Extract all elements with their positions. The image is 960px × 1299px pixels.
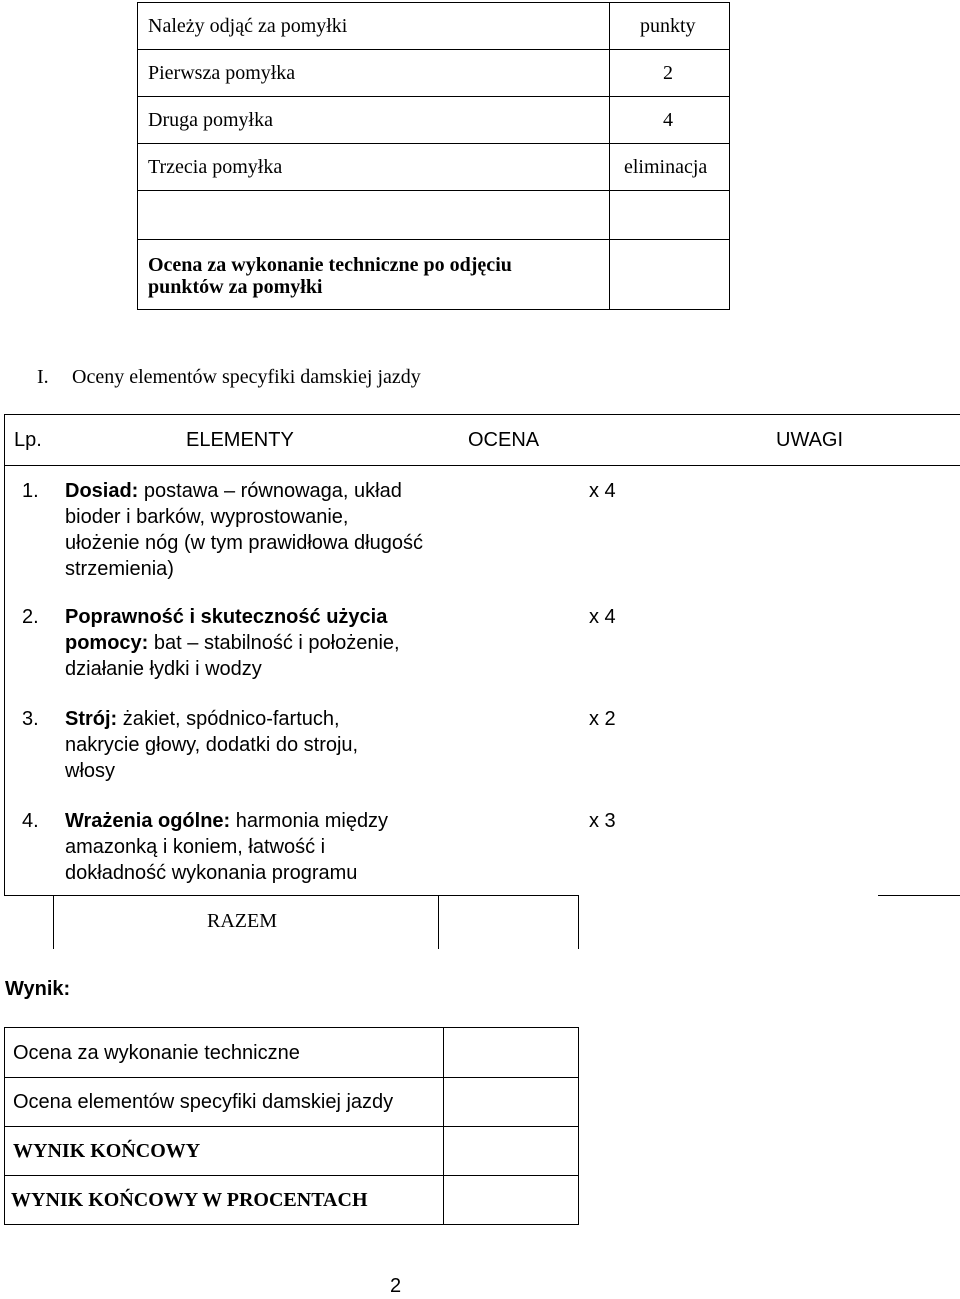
header-lp: Lp.	[14, 429, 42, 451]
total-label: RAZEM	[207, 910, 277, 932]
element-description	[65, 706, 395, 784]
element-criteria: harmonia między amazonką i koniem, łatwość i dokładność wykonania programu	[65, 810, 389, 884]
penalty-row-label: Druga pomyłka	[148, 109, 273, 131]
element-multiplier: x 2	[589, 708, 616, 730]
element-multiplier: x 4	[589, 606, 616, 628]
element-multiplier: x 4	[589, 480, 616, 502]
section-number: I.	[37, 366, 49, 388]
header-notes: UWAGI	[776, 429, 844, 451]
element-lp: 1.	[22, 480, 39, 502]
result-row-label: WYNIK KOŃCOWY W PROCENTACH	[11, 1189, 368, 1211]
element-name: Dosiad:	[65, 480, 139, 502]
section-title: Oceny elementów specyfiki damskiej jazdy	[72, 366, 421, 388]
score-after-penalties-label: Ocena za wykonanie techniczne po odjęciu	[148, 254, 512, 276]
element-description	[65, 808, 415, 886]
penalty-header-points: punkty	[640, 15, 696, 37]
element-lp: 4.	[22, 810, 39, 832]
element-lp: 2.	[22, 606, 39, 628]
penalty-header-label: Należy odjąć za pomyłki	[148, 15, 348, 37]
penalty-row-label: Trzecia pomyłka	[148, 156, 283, 178]
page-number: 2	[390, 1275, 402, 1297]
result-heading: Wynik:	[5, 978, 71, 1000]
element-name: Wrażenia ogólne:	[65, 810, 231, 832]
score-after-penalties-label-2: punktów za pomyłki	[148, 276, 323, 298]
result-row-label: WYNIK KOŃCOWY	[13, 1140, 201, 1162]
element-lp: 3.	[22, 708, 39, 730]
header-score: OCENA	[468, 429, 540, 451]
result-row-label: Ocena za wykonanie techniczne	[13, 1042, 300, 1064]
penalty-row-value: 2	[663, 62, 673, 84]
element-name: Poprawność i skuteczność użycia pomocy:	[65, 606, 388, 654]
element-name: Strój:	[65, 708, 118, 730]
penalty-row-value: eliminacja	[624, 156, 708, 178]
header-elements: ELEMENTY	[186, 429, 294, 451]
penalty-row-label: Pierwsza pomyłka	[148, 62, 296, 84]
element-criteria: postawa – równowaga, układ bioder i barków, wyprostowanie, ułożenie nóg (w tym prawidłowa długość strzemienia)	[65, 480, 423, 580]
element-multiplier: x 3	[589, 810, 616, 832]
element-description	[65, 478, 425, 582]
element-description	[65, 604, 425, 682]
result-row-label: Ocena elementów specyfiki damskiej jazdy	[13, 1091, 394, 1113]
penalty-row-value: 4	[663, 109, 673, 131]
element-criteria: żakiet, spódnico-fartuch, nakrycie głowy, dodatki do stroju, włosy	[65, 708, 359, 782]
element-criteria: bat – stabilność i położenie, działanie łydki i wodzy	[65, 632, 400, 680]
